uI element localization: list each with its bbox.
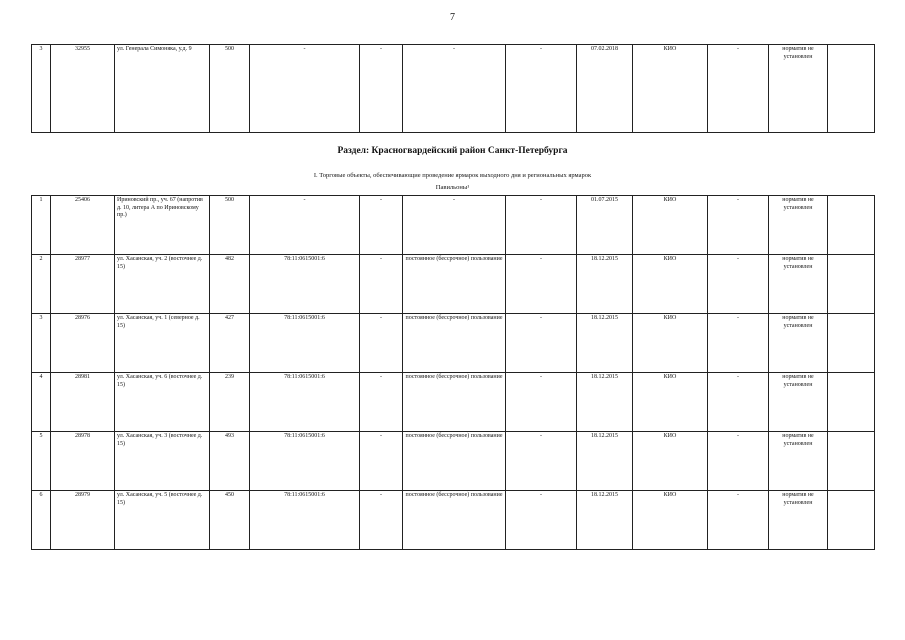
cell-area: 239: [210, 373, 250, 432]
cell-owner: КИО: [633, 432, 708, 491]
cell-right-type: -: [403, 45, 506, 133]
cell-col-11: -: [708, 373, 769, 432]
cell-address: Ириновский пр., уч. 67 (напротив д. 10, литера А по Ириновскому пр.): [115, 196, 210, 255]
section-subtitle: I. Торговые объекты, обеспечивающие проведение ярмарок выходного дня и региональных ярмарок: [313, 172, 592, 179]
cell-date: 07.02.2018: [577, 45, 633, 133]
cell-owner: КИО: [633, 255, 708, 314]
cell-row-number: 4: [32, 373, 51, 432]
cell-col-6: -: [360, 45, 403, 133]
cell-col-13: [828, 45, 875, 133]
table-row: [32, 373, 875, 432]
table-row: [32, 491, 875, 550]
table-row: [32, 45, 875, 133]
cell-right-type: постоянное (бессрочное) пользование: [403, 491, 506, 550]
cell-cadastral-number: -: [250, 45, 360, 133]
cell-owner: КИО: [633, 314, 708, 373]
cell-cadastral-number: -: [250, 196, 360, 255]
cell-right-type: -: [403, 196, 506, 255]
cell-col-11: -: [708, 491, 769, 550]
cell-norm: норматив не установлен: [769, 196, 828, 255]
cell-col-13: [828, 373, 875, 432]
cell-col-11: -: [708, 314, 769, 373]
cell-object-id: 28979: [51, 491, 115, 550]
cell-norm: норматив не установлен: [769, 491, 828, 550]
cell-cadastral-number: 78:11:0615001:6: [250, 432, 360, 491]
cell-col-8: -: [506, 432, 577, 491]
cell-owner: КИО: [633, 491, 708, 550]
cell-row-number: 3: [32, 314, 51, 373]
cell-owner: КИО: [633, 45, 708, 133]
cell-col-6: -: [360, 491, 403, 550]
cell-col-8: -: [506, 373, 577, 432]
cell-row-number: 5: [32, 432, 51, 491]
cell-right-type: постоянное (бессрочное) пользование: [403, 432, 506, 491]
cell-norm: норматив не установлен: [769, 373, 828, 432]
cell-owner: КИО: [633, 373, 708, 432]
table-row: [32, 432, 875, 491]
cell-col-8: -: [506, 491, 577, 550]
section-title: Раздел: Красногвардейский район Санкт-Петербурга: [337, 146, 568, 156]
cell-area: 493: [210, 432, 250, 491]
cell-date: 18.12.2015: [577, 432, 633, 491]
cell-address: ул. Хасанская, уч. 5 (восточнее д. 15): [115, 491, 210, 550]
top-table: [31, 44, 875, 133]
cell-cadastral-number: 78:11:0615001:6: [250, 255, 360, 314]
cell-col-6: -: [360, 373, 403, 432]
cell-date: 18.12.2015: [577, 255, 633, 314]
cell-col-11: -: [708, 255, 769, 314]
cell-address: ул. Хасанская, уч. 2 (восточнее д. 15): [115, 255, 210, 314]
cell-col-6: -: [360, 432, 403, 491]
cell-right-type: постоянное (бессрочное) пользование: [403, 373, 506, 432]
cell-area: 500: [210, 45, 250, 133]
table-row: [32, 196, 875, 255]
cell-object-id: 25406: [51, 196, 115, 255]
cell-date: 18.12.2015: [577, 373, 633, 432]
main-table: [31, 195, 875, 550]
cell-date: 01.07.2015: [577, 196, 633, 255]
cell-right-type: постоянное (бессрочное) пользование: [403, 314, 506, 373]
cell-norm: норматив не установлен: [769, 314, 828, 373]
cell-cadastral-number: 78:11:0615001:6: [250, 491, 360, 550]
cell-area: 482: [210, 255, 250, 314]
cell-col-11: -: [708, 432, 769, 491]
section-subsubtitle: Павильоны¹: [435, 184, 470, 191]
cell-area: 500: [210, 196, 250, 255]
cell-col-6: -: [360, 314, 403, 373]
cell-norm: норматив не установлен: [769, 255, 828, 314]
cell-address: ул. Генерала Симоняка, у.д. 9: [115, 45, 210, 133]
cell-object-id: 28977: [51, 255, 115, 314]
cell-area: 427: [210, 314, 250, 373]
cell-col-13: [828, 255, 875, 314]
cell-norm: норматив не установлен: [769, 432, 828, 491]
cell-norm: норматив не установлен: [769, 45, 828, 133]
table-row: [32, 314, 875, 373]
cell-col-13: [828, 491, 875, 550]
cell-col-6: -: [360, 196, 403, 255]
page-number: 7: [450, 12, 455, 23]
cell-cadastral-number: 78:11:0615001:6: [250, 314, 360, 373]
cell-owner: КИО: [633, 196, 708, 255]
cell-address: ул. Хасанская, уч. 6 (восточнее д. 15): [115, 373, 210, 432]
cell-object-id: 28978: [51, 432, 115, 491]
cell-col-13: [828, 314, 875, 373]
cell-right-type: постоянное (бессрочное) пользование: [403, 255, 506, 314]
cell-col-8: -: [506, 255, 577, 314]
cell-object-id: 32955: [51, 45, 115, 133]
cell-row-number: 6: [32, 491, 51, 550]
cell-object-id: 28976: [51, 314, 115, 373]
cell-col-11: -: [708, 45, 769, 133]
cell-row-number: 3: [32, 45, 51, 133]
cell-col-13: [828, 432, 875, 491]
cell-col-13: [828, 196, 875, 255]
cell-col-8: -: [506, 196, 577, 255]
cell-row-number: 2: [32, 255, 51, 314]
cell-col-8: -: [506, 314, 577, 373]
cell-date: 18.12.2015: [577, 491, 633, 550]
cell-row-number: 1: [32, 196, 51, 255]
cell-col-8: -: [506, 45, 577, 133]
cell-area: 450: [210, 491, 250, 550]
cell-col-11: -: [708, 196, 769, 255]
cell-col-6: -: [360, 255, 403, 314]
cell-address: ул. Хасанская, уч. 1 (северное д. 15): [115, 314, 210, 373]
cell-date: 18.12.2015: [577, 314, 633, 373]
cell-object-id: 28981: [51, 373, 115, 432]
cell-address: ул. Хасанская, уч. 3 (восточнее д. 15): [115, 432, 210, 491]
cell-cadastral-number: 78:11:0615001:6: [250, 373, 360, 432]
table-row: [32, 255, 875, 314]
